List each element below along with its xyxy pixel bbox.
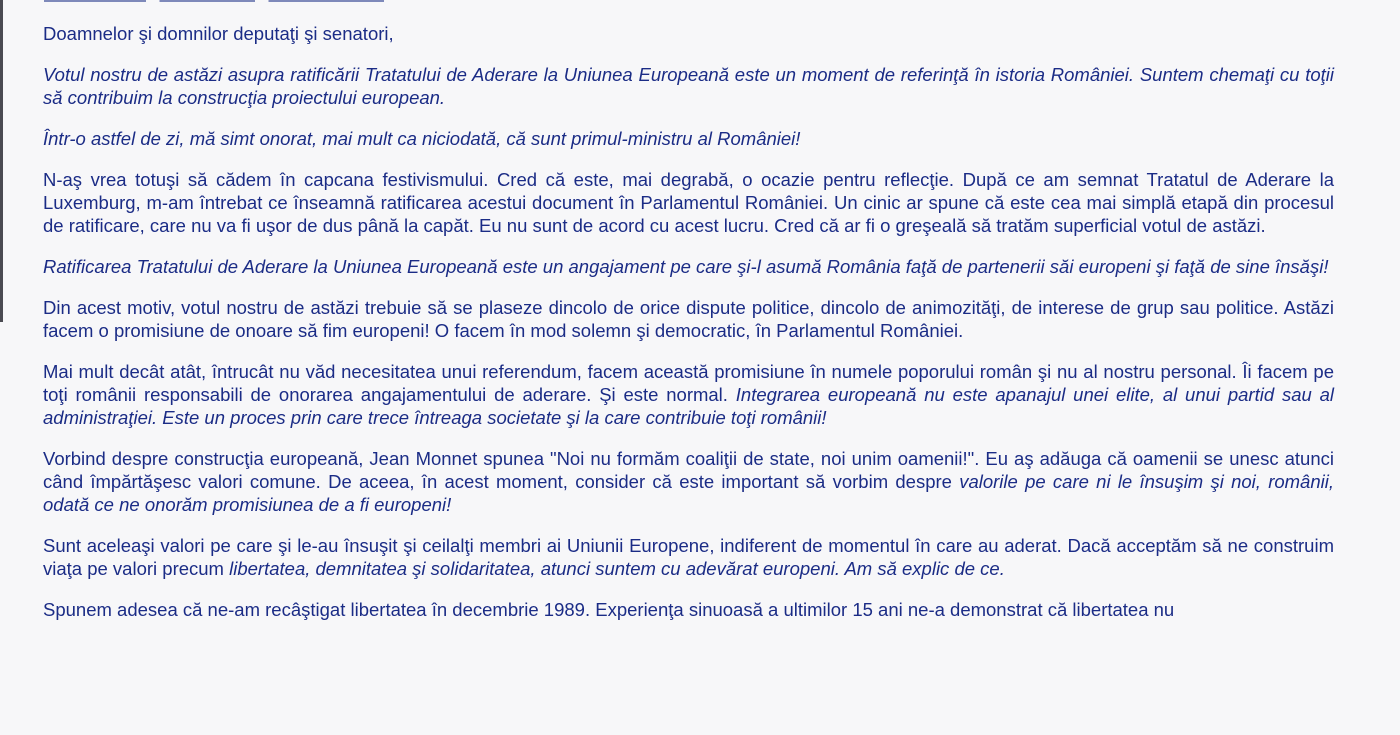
paragraph xyxy=(43,127,1334,150)
italic-text-segment: valorile pe care ni le însuşim şi noi, românii, odată ce ne onorăm promisiunea de a fi europeni! xyxy=(43,471,1334,515)
italic-text-segment: Votul nostru de astăzi asupra ratificării Tratatului de Aderare la Uniunea Europeană este un moment de referinţă în istoria României. Suntem chemaţi cu toţii să contribuim la construcţia proiectului european. xyxy=(43,64,1334,108)
text-segment: N-aş vrea totuşi să cădem în capcana festivismului. Cred că este, mai degrabă, o ocazie pentru reflecţie. După ce am semnat Tratatul de Aderare la Luxemburg, m-am întrebat ce înseamnă ratificarea acestui document în Parlamentul României. Un cinic ar spune că este cea mai simplă etapă din procesul de ratificare, care nu va fi uşor de dus până la capăt. Eu nu sunt de acord cu acest lucru. Cred că ar fi o greşeală să tratăm superficial votul de astăzi. xyxy=(43,169,1334,236)
text-segment: Spunem adesea că ne-am recâştigat libertatea în decembrie 1989. Experienţa sinuoasă a ultimilor 15 ani ne-a demonstrat că libertatea nu xyxy=(43,599,1175,620)
paragraph xyxy=(43,168,1334,237)
italic-text-segment: libertatea, demnitatea şi solidaritatea, atunci suntem cu adevărat europeni. Am să explic de ce. xyxy=(229,558,1005,579)
paragraph xyxy=(43,360,1334,429)
speech-text xyxy=(43,22,1334,639)
salutation: Doamnelor şi domnilor deputaţi şi senatori, xyxy=(43,23,394,44)
paragraph xyxy=(43,255,1334,278)
paragraph xyxy=(43,63,1334,109)
italic-text-segment: Ratificarea Tratatului de Aderare la Uniunea Europeană este un angajament pe care şi-l asumă România faţă de partenerii săi europeni şi faţă de sine însăşi! xyxy=(43,256,1329,277)
text-segment: Vorbind despre construcţia europeană, Jean Monnet spunea "Noi nu formăm coaliţii de state, noi unim oamenii!". Eu aş adăuga că oamenii se unesc atunci când împărtăşesc valori comune. De aceea, în acest moment, consider că este important să vorbim despre xyxy=(43,448,1334,492)
text-segment: Sunt aceleaşi valori pe care şi le-au însuşit şi ceilalţi membri ai Uniunii Europene, indiferent de momentul în care au aderat. Dacă acceptăm să ne construim viaţa pe valori precum xyxy=(43,535,1334,579)
paragraph-list xyxy=(43,63,1334,621)
left-margin-rule xyxy=(0,0,3,322)
italic-text-segment: Într-o astfel de zi, mă simt onorat, mai mult ca niciodată, că sunt primul-ministru al României! xyxy=(43,128,801,149)
paragraph xyxy=(43,296,1334,342)
text-segment: Mai mult decât atât, întrucât nu văd necesitatea unui referendum, facem această promisiune în numele poporului român şi nu al nostru personal. Îi facem pe toţi românii responsabili de onorarea angajamentului de aderare. Şi este normal. xyxy=(43,361,1334,405)
text-segment: Din acest motiv, votul nostru de astăzi trebuie să se plaseze dincolo de orice dispute politice, dincolo de animozităţi, de interese de grup sau politice. Astăzi facem o promisiune de onoare să fim europeni! O facem în mod solemn şi democratic, în Parlamentul României. xyxy=(43,297,1334,341)
paragraph xyxy=(43,598,1334,621)
paragraph xyxy=(43,447,1334,516)
cropped-previous-line xyxy=(44,0,404,6)
italic-text-segment: Integrarea europeană nu este apanajul unei elite, al unui partid sau al administraţiei. Este un proces prin care trece întreaga societate şi la care contribuie toţi românii! xyxy=(43,384,1334,428)
paragraph xyxy=(43,534,1334,580)
